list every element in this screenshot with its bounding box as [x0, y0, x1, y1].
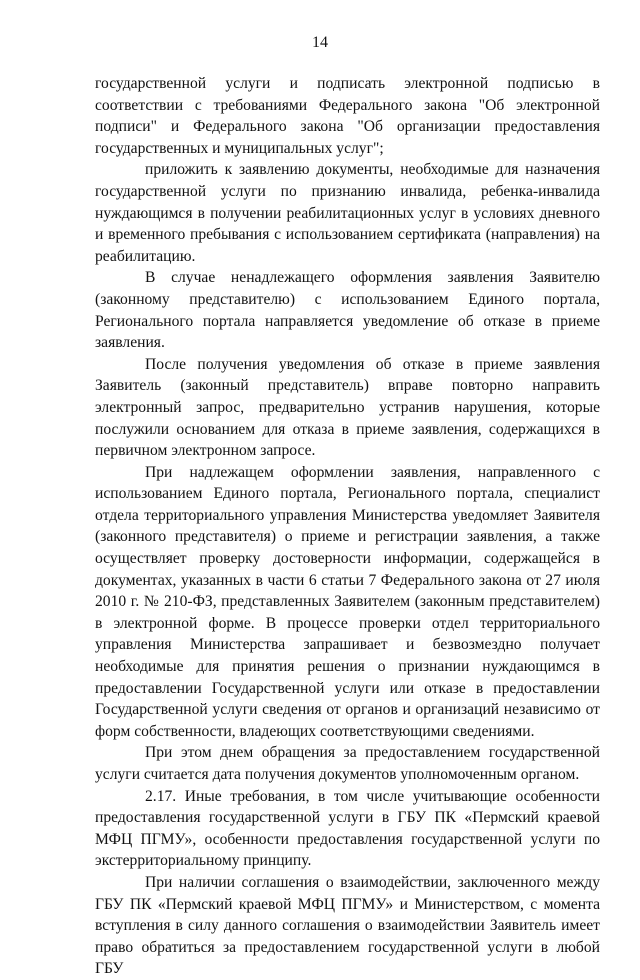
paragraph-continuation: государственной услуги и подписать электронной подписью в соответствии с требованиями Федерального закона "Об электронной подписи" и Федерального закона "Об организации предоставления государственных и муниципальных услуг";	[95, 75, 600, 157]
paragraph-improper-application: В случае ненадлежащего оформления заявления Заявителю (законному представителю) с использованием Единого портала, Регионального портала направляется уведомление об отказе в приеме заявления.	[95, 269, 600, 352]
paragraph-section-2-17: 2.17. Иные требования, в том числе учитывающие особенности предоставления государственной услуги в ГБУ ПК «Пермский краевой МФЦ ПГМУ», особенности предоставления государственной услуги по экстерриториальному принципу.	[95, 787, 600, 870]
paragraph-application-date: При этом днем обращения за предоставлением государственной услуги считается дата получения документов уполномоченным органом.	[95, 744, 600, 783]
document-body	[95, 73, 600, 980]
page-number: 14	[312, 34, 328, 51]
paragraph-attach-documents: приложить к заявлению документы, необходимые для назначения государственной услуги по признанию инвалида, ребенка-инвалида нуждающимся в получении реабилитационных услуг в условиях дневного и временного пребывания с использованием сертификата (направления) на реабилитацию.	[95, 161, 600, 265]
paragraph-agreement: При наличии соглашения о взаимодействии, заключенного между ГБУ ПК «Пермский краевой МФЦ ПГМУ» и Министерством, с момента вступления в силу данного соглашения о взаимодействии Заявитель имеет право обратиться за предоставлением государственной услуги в любой ГБУ	[95, 873, 600, 978]
paragraph-proper-application: При надлежащем оформлении заявления, направленного с использованием Единого портала, Регионального портала, специалист отдела территориального управления Министерства уведомляет Заявителя (законного представителя) о приеме и регистрации заявления, а также осуществляет проверку достоверности информации, содержащейся в документах, указанных в части 6 статьи 7 Федерального закона от 27 июля 2010 г. № 210-ФЗ, представленных Заявителем (законным представителем) в электронной форме. В процессе проверки отдел территориального управления Министерства запрашивает и безвозмездно получает необходимые для принятия решения о признании нуждающимся в предоставлении Государственной услуги или отказе в предоставлении Государственной услуги сведения от органов и организаций независимо от форм собственности, владеющих соответствующими сведениями.	[95, 463, 600, 740]
paragraph-resubmission: После получения уведомления об отказе в приеме заявления Заявитель (законный представитель) вправе повторно направить электронный запрос, предварительно устранив нарушения, которые послужили основанием для отказа в приеме заявления, содержащихся в первичном электронном запросе.	[95, 355, 600, 460]
